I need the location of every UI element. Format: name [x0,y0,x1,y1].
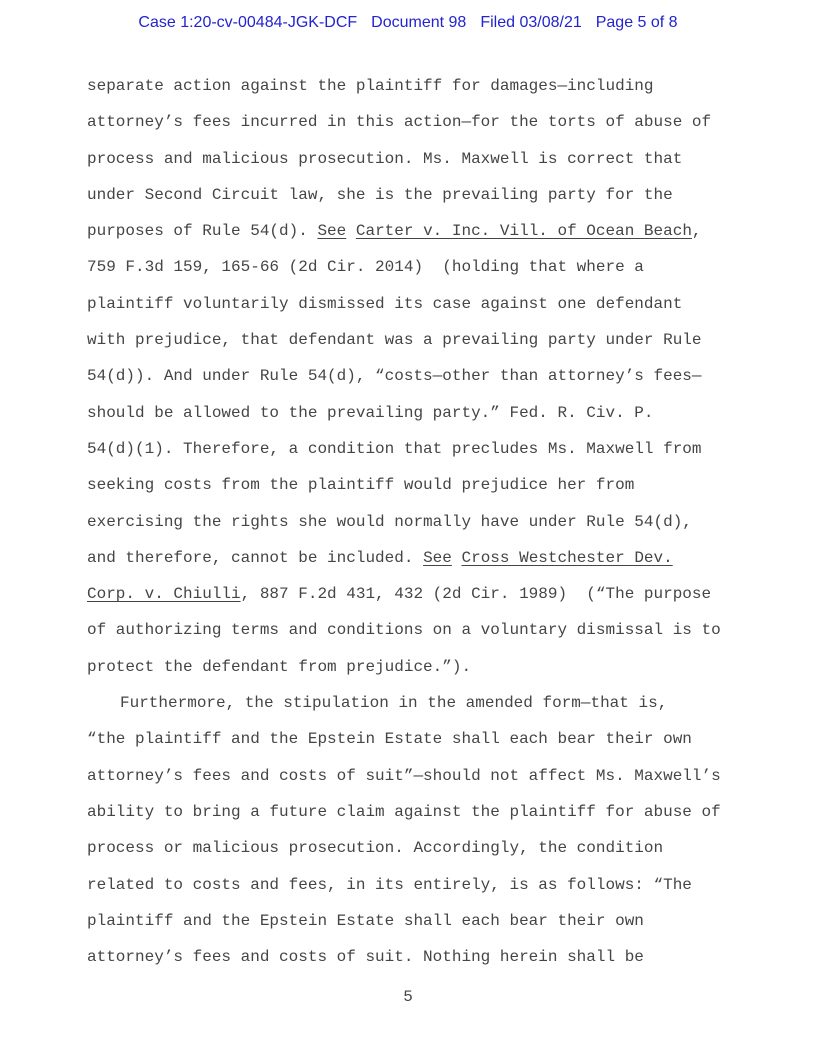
document-line [87,177,747,213]
text-segment: Furthermore, the stipulation in the amended form—that is, [120,694,668,713]
document-line [87,504,747,540]
stamp-case-number: Case 1:20-cv-00484-JGK-DCF [138,14,358,31]
stamp-page-info: Page 5 of 8 [595,14,678,31]
text-segment: ability to bring a future claim against the plaintiff for abuse of [87,802,721,821]
court-stamp-header [0,14,816,32]
text-segment: of authorizing terms and conditions on a voluntary dismissal is to [87,621,721,640]
stamp-document-number: Document 98 [371,14,467,31]
document-line [87,286,747,322]
document-line [87,68,747,104]
document-line [87,867,747,903]
document-line [87,540,747,576]
document-line [87,431,747,467]
document-line [87,467,747,503]
document-line [87,576,747,612]
text-segment: protect the defendant from prejudice.”). [87,657,472,676]
text-segment: plaintiff and the Epstein Estate shall each bear their own [87,911,644,930]
document-line [87,104,747,140]
text-segment: with prejudice, that defendant was a prevailing party under Rule [87,331,702,350]
stamp-filed-date: Filed 03/08/21 [480,14,582,31]
text-segment: attorney’s fees incurred in this action—for the torts of abuse of [87,113,712,132]
text-segment: purposes of Rule 54(d). [87,222,318,241]
text-segment: attorney’s fees and costs of suit”—should not affect Ms. Maxwell’s [87,766,721,785]
text-segment: 54(d)(1). Therefore, a condition that precludes Ms. Maxwell from [87,439,702,458]
document-line [87,249,747,285]
text-segment: seeking costs from the plaintiff would prejudice her from [87,476,635,495]
text-segment: 759 F.3d 159, 165-66 (2d Cir. 2014) (holding that where a [87,258,644,277]
text-segment: plaintiff voluntarily dismissed its case against one defendant [87,294,683,313]
document-line [87,939,747,975]
text-segment: related to costs and fees, in its entirely, is as follows: “The [87,875,692,894]
document-line [87,213,747,249]
document-line [87,322,747,358]
document-line [87,758,747,794]
text-segment: process and malicious prosecution. Ms. Maxwell is correct that [87,149,683,168]
document-line [87,794,747,830]
document-line [87,830,747,866]
text-segment: , [691,222,702,241]
case-citation: Corp. v. Chiulli [87,585,241,604]
page-number: 5 [403,988,413,1006]
case-citation: See [317,222,347,241]
text-segment: separate action against the plaintiff for damages—including [87,77,654,95]
document-line [87,358,747,394]
document-line [87,903,747,939]
document-line [87,721,747,757]
text-segment: process or malicious prosecution. Accordingly, the condition [87,839,664,858]
text-segment: and therefore, cannot be included. [87,548,424,567]
text-segment: 54(d)). And under Rule 54(d), “costs—other than attorney’s fees— [87,367,702,386]
case-citation: Carter v. Inc. Vill. of Ocean Beach [355,222,692,241]
document-line [87,685,747,721]
text-segment: should be allowed to the prevailing party.” Fed. R. Civ. P. [87,403,654,422]
document-line [87,649,747,685]
text-segment: “the plaintiff and the Epstein Estate shall each bear their own [87,730,692,749]
text-segment [346,222,356,240]
case-citation: See [423,548,452,567]
text-segment: attorney’s fees and costs of suit. Nothing herein shall be [87,948,644,967]
case-citation: Cross Westchester Dev. [461,548,673,567]
document-line [87,395,747,431]
text-segment: under Second Circuit law, she is the prevailing party for the [87,185,673,204]
text-segment: exercising the rights she would normally have under Rule 54(d), [87,512,692,531]
document-line [87,141,747,177]
document-line [87,612,747,648]
text-segment: , 887 F.2d 431, 432 (2d Cir. 1989) (“The purpose [240,585,712,604]
body-text [87,68,747,975]
